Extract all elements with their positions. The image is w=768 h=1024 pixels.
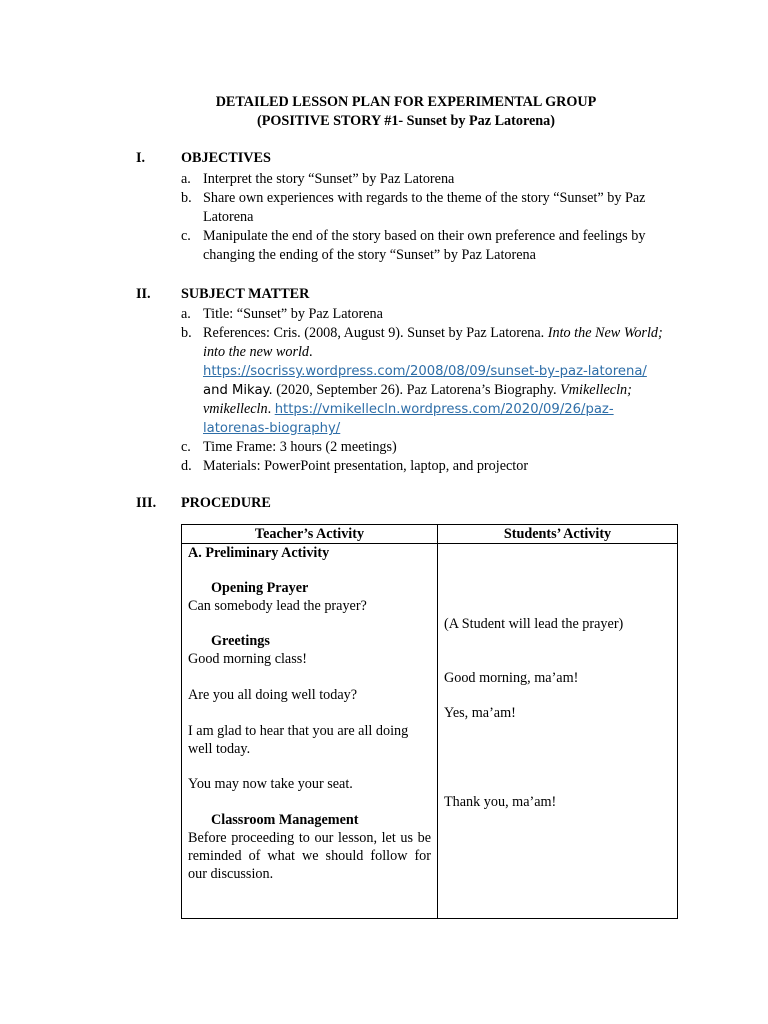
reference-source: Into the New World; into the new world bbox=[203, 325, 663, 360]
list-marker: b. bbox=[181, 190, 192, 206]
list-item bbox=[181, 227, 677, 265]
reference-punct: . bbox=[267, 401, 275, 417]
section-heading-subject-matter: SUBJECT MATTER bbox=[181, 286, 310, 302]
section-heading-objectives: OBJECTIVES bbox=[181, 150, 271, 166]
list-item-text: Share own experiences with regards to the theme of the story “Sunset” by Paz Latorena bbox=[203, 190, 646, 225]
list-marker: d. bbox=[181, 458, 192, 474]
classroom-management-heading: Classroom Management bbox=[211, 812, 359, 828]
students-activity-cell bbox=[438, 544, 678, 919]
reference-link-sunset[interactable]: https://socrissy.wordpress.com/2008/08/09/sunset-by-paz-latorena/ bbox=[203, 364, 647, 379]
document-title: DETAILED LESSON PLAN FOR EXPERIMENTAL GROUP bbox=[215, 94, 597, 110]
reference-author: and Mikay. bbox=[203, 383, 273, 398]
list-item bbox=[181, 305, 677, 324]
teacher-activity-cell bbox=[182, 544, 438, 919]
subject-matter-list bbox=[181, 305, 677, 476]
document-subtitle: (POSITIVE STORY #1- Sunset by Paz Latorena) bbox=[257, 113, 555, 129]
table-row bbox=[182, 544, 678, 919]
list-marker: a. bbox=[181, 306, 191, 322]
reference-link-biography[interactable]: https://vmikellecln.wordpress.com/2020/09/26/paz-latorenas-biography/ bbox=[203, 402, 614, 436]
section-number-procedure: III. bbox=[136, 495, 157, 511]
procedure-table bbox=[181, 524, 678, 919]
list-item-text: Title: “Sunset” by Paz Latorena bbox=[203, 306, 383, 322]
teacher-line: Can somebody lead the prayer? bbox=[188, 598, 367, 614]
teacher-line: Before proceeding to our lesson, let us be reminded of what we should follow for our discussion. bbox=[188, 830, 431, 882]
section-heading-procedure: PROCEDURE bbox=[181, 495, 271, 511]
reference-source: Vmikellecln; vmikellecln bbox=[203, 382, 632, 417]
teacher-line: Good morning class! bbox=[188, 651, 308, 667]
column-header-students: Students’ Activity bbox=[438, 525, 678, 544]
teacher-line: I am glad to hear that you are all doing well today. bbox=[188, 723, 409, 757]
list-item bbox=[181, 457, 677, 476]
student-line: Yes, ma’am! bbox=[444, 705, 516, 721]
section-number-subject-matter: II. bbox=[136, 286, 151, 302]
teacher-line: Are you all doing well today? bbox=[188, 687, 358, 703]
student-line: Good morning, ma’am! bbox=[444, 670, 579, 686]
reference-text: (2020, September 26). Paz Latorena’s Biography. bbox=[272, 382, 561, 398]
preliminary-activity-heading: A. Preliminary Activity bbox=[188, 545, 330, 561]
list-item bbox=[181, 438, 677, 457]
objectives-list bbox=[181, 170, 677, 265]
reference-text: References: Cris. (2008, August 9). Sunset by Paz Latorena. bbox=[203, 325, 548, 341]
opening-prayer-heading: Opening Prayer bbox=[211, 580, 309, 596]
list-item-text: Manipulate the end of the story based on their own preference and feelings by changing the ending of the story “Sunset” by Paz Latorena bbox=[203, 228, 646, 263]
list-item-text: Interpret the story “Sunset” by Paz Latorena bbox=[203, 171, 455, 187]
greetings-heading: Greetings bbox=[211, 633, 270, 649]
list-item-text: Materials: PowerPoint presentation, laptop, and projector bbox=[203, 458, 529, 474]
reference-punct: . bbox=[309, 344, 313, 360]
list-item-references bbox=[181, 324, 677, 438]
teacher-line: You may now take your seat. bbox=[188, 776, 353, 792]
column-header-teacher: Teacher’s Activity bbox=[182, 525, 438, 544]
list-marker: b. bbox=[181, 325, 192, 341]
table-header-row bbox=[182, 525, 678, 544]
section-number-objectives: I. bbox=[136, 150, 146, 166]
list-item bbox=[181, 170, 677, 189]
list-marker: c. bbox=[181, 228, 191, 244]
list-item bbox=[181, 189, 677, 227]
student-line: (A Student will lead the prayer) bbox=[444, 616, 624, 632]
list-marker: a. bbox=[181, 171, 191, 187]
list-marker: c. bbox=[181, 439, 191, 455]
list-item-text: Time Frame: 3 hours (2 meetings) bbox=[203, 439, 397, 455]
student-line: Thank you, ma’am! bbox=[444, 794, 557, 810]
